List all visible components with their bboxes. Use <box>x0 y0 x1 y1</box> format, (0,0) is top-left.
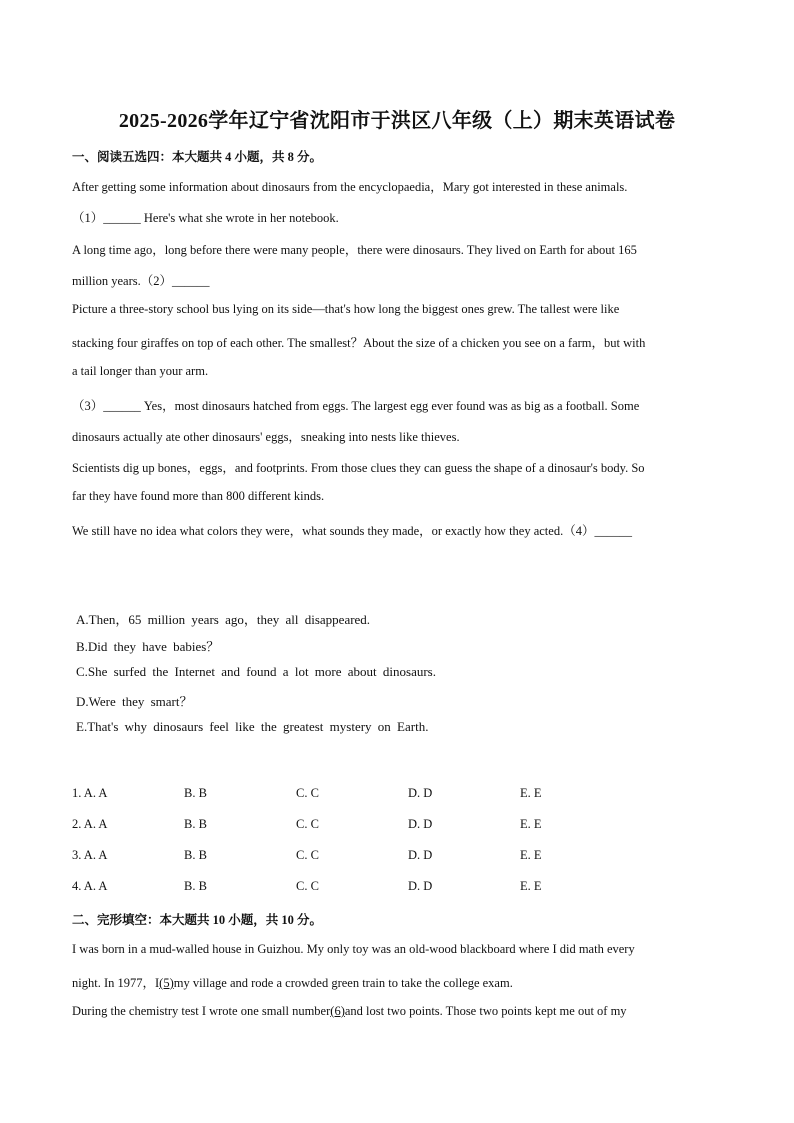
section-2-heading: 二、完形填空：本大题共 10 小题，共 10 分。 <box>72 913 323 927</box>
blank-6[interactable]: (6) <box>330 1004 345 1018</box>
option-e: E.That's why dinosaurs feel like the greatest mystery on Earth. <box>76 719 429 734</box>
answer-choice-a[interactable]: 1. A. A <box>72 786 108 800</box>
passage-line: （1）______ Here's what she wrote in her notebook. <box>72 211 339 225</box>
page-title: 2025-2026学年辽宁省沈阳市于洪区八年级（上）期末英语试卷 <box>118 110 676 132</box>
answer-choice-a[interactable]: 4. A. A <box>72 879 108 893</box>
answer-choice-e[interactable]: E. E <box>520 817 542 831</box>
answer-choice-a[interactable]: 3. A. A <box>72 848 108 862</box>
answer-choice-e[interactable]: E. E <box>520 786 542 800</box>
option-c: C.She surfed the Internet and found a lot more about dinosaurs. <box>76 664 436 679</box>
passage-text: my village and rode a crowded green train to take the college exam. <box>173 976 513 990</box>
passage-text: night. In 1977，I <box>72 976 160 990</box>
answer-choice-d[interactable]: D. D <box>408 848 433 862</box>
passage-line: a tail longer than your arm. <box>72 364 209 378</box>
passage-line: million years.（2）______ <box>72 274 210 288</box>
answer-choice-b[interactable]: B. B <box>184 879 207 893</box>
passage-line: far they have found more than 800 different kinds. <box>72 489 325 503</box>
answer-choice-b[interactable]: B. B <box>184 848 207 862</box>
answer-choice-e[interactable]: E. E <box>520 879 542 893</box>
answer-choice-b[interactable]: B. B <box>184 817 207 831</box>
section-1-heading: 一、阅读五选四：本大题共 4 小题，共 8 分。 <box>72 150 323 164</box>
passage-line: We still have no idea what colors they were，what sounds they made，or exactly how they acted.（4）______ <box>72 524 632 538</box>
passage-line: （3）______ Yes，most dinosaurs hatched from eggs. The largest egg ever found was as big as a football. Some <box>72 399 640 413</box>
passage-line: A long time ago，long before there were many people，there were dinosaurs. They lived on Earth for about 165 <box>72 243 637 257</box>
answer-choice-d[interactable]: D. D <box>408 817 433 831</box>
option-b: B.Did they have babies？ <box>76 639 220 654</box>
answer-choice-c[interactable]: C. C <box>296 848 319 862</box>
passage-line <box>72 973 513 991</box>
blank-5[interactable]: (5) <box>159 976 174 990</box>
answer-choice-d[interactable]: D. D <box>408 786 433 800</box>
passage-text: and lost two points. Those two points kept me out of my <box>344 1004 627 1018</box>
answer-choice-c[interactable]: C. C <box>296 817 319 831</box>
answer-choice-a[interactable]: 2. A. A <box>72 817 108 831</box>
passage-line <box>72 1004 627 1019</box>
passage-line: dinosaurs actually ate other dinosaurs' eggs，sneaking into nests like thieves. <box>72 430 460 444</box>
option-d: D.Were they smart？ <box>76 694 193 709</box>
answer-choice-b[interactable]: B. B <box>184 786 207 800</box>
passage-line: I was born in a mud-walled house in Guizhou. My only toy was an old-wood blackboard where I did math every <box>72 942 635 956</box>
option-a: A.Then，65 million years ago，they all disappeared. <box>76 612 371 627</box>
passage-line: After getting some information about dinosaurs from the encyclopaedia，Mary got interested in these animals. <box>72 180 628 194</box>
answer-choice-c[interactable]: C. C <box>296 786 319 800</box>
answer-choice-c[interactable]: C. C <box>296 879 319 893</box>
answer-choice-d[interactable]: D. D <box>408 879 433 893</box>
passage-line: Scientists dig up bones，eggs，and footprints. From those clues they can guess the shape of a dinosaur's body. So <box>72 461 645 475</box>
passage-line: Picture a three-story school bus lying on its side—that's how long the biggest ones grew. The tallest were like <box>72 302 620 316</box>
answer-choice-e[interactable]: E. E <box>520 848 542 862</box>
passage-line: stacking four giraffes on top of each other. The smallest？About the size of a chicken you see on a farm，but with <box>72 336 646 350</box>
passage-text: During the chemistry test I wrote one small number <box>72 1004 331 1018</box>
